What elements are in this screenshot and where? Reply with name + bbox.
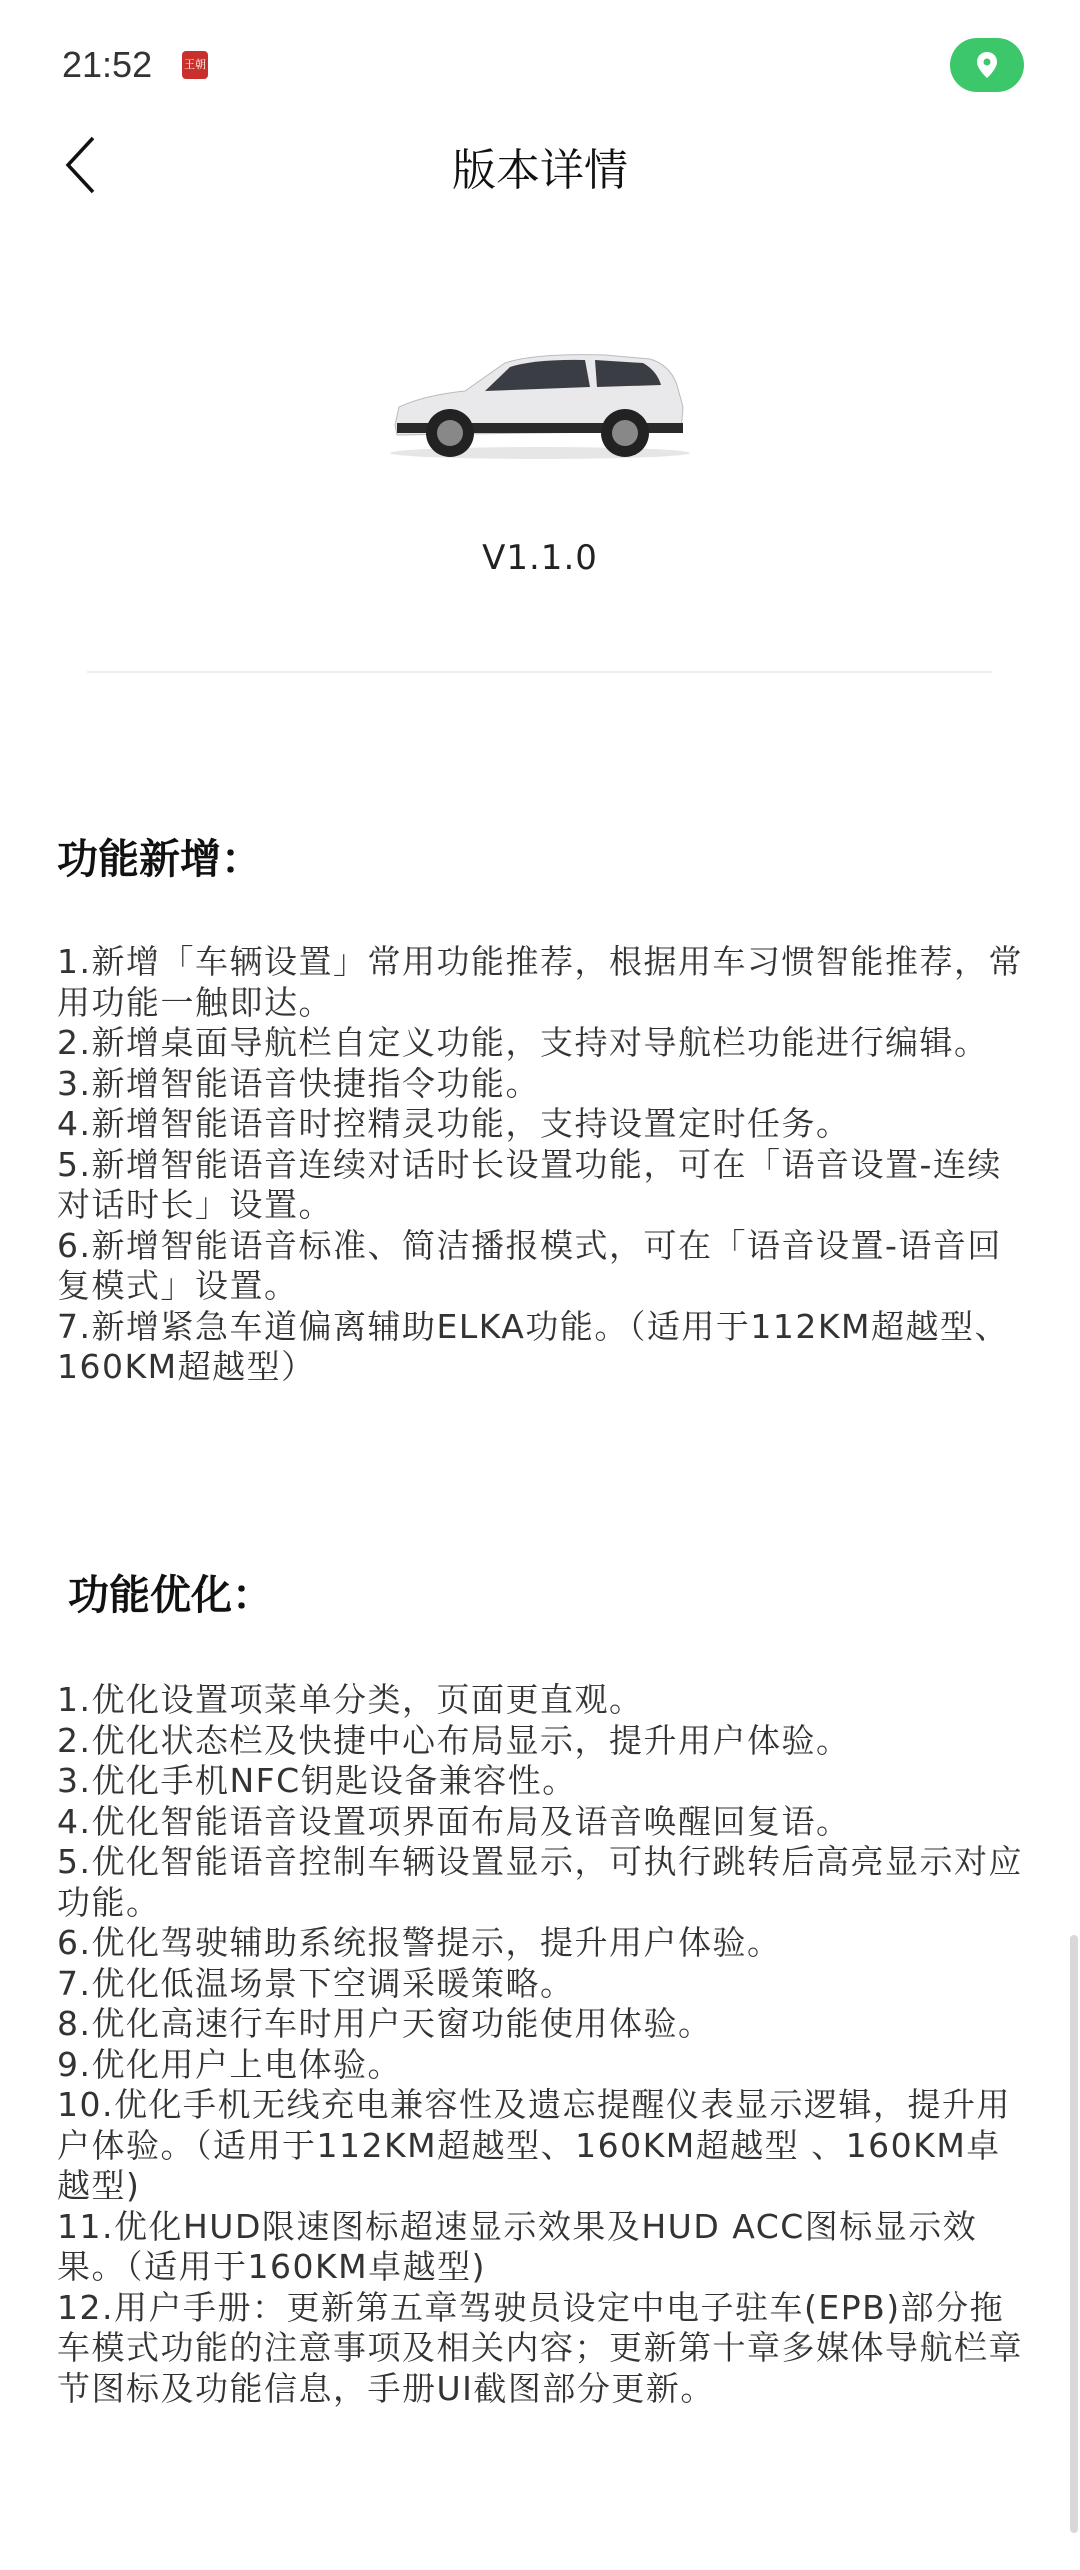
section-heading-new-features: 功能新增： <box>57 835 262 883</box>
divider <box>87 671 992 673</box>
list-item: 2.优化状态栏及快捷中心布局显示，提升用户体验。 <box>57 1720 851 1760</box>
list-item: 12.用户手册：更新第五章驾驶员设定中电子驻车(EPB)部分拖车模式功能的注意事项及相关内容；更新第十章多媒体导航栏章节图标及功能信息，手册UI截图部分更新。 <box>57 2287 1023 2408</box>
list-item: 8.优化高速行车时用户天窗功能使用体验。 <box>57 2004 713 2043</box>
list-item: 3.新增智能语音快捷指令功能。 <box>57 1063 540 1103</box>
list-item: 11.优化HUD限速图标超速显示效果及HUD ACC图标显示效果。（适用于160KM卓越型) <box>57 2206 978 2286</box>
car-image <box>385 345 695 465</box>
section-heading-optimizations: 功能优化： <box>68 1571 273 1619</box>
list-item: 1.优化设置项菜单分类，页面更直观。 <box>57 1680 644 1719</box>
new-features-list <box>57 942 1032 1388</box>
list-item: 3.优化手机NFC钥匙设备兼容性。 <box>57 1761 577 1800</box>
list-item: 9.优化用户上电体验。 <box>57 2044 402 2084</box>
list-item: 7.新增紧急车道偏离辅助ELKA功能。（适用于112KM超越型、160KM超越型） <box>57 1306 1009 1386</box>
list-item: 6.新增智能语音标准、简洁播报模式，可在「语音设置-语音回复模式」设置。 <box>57 1225 1002 1305</box>
list-item: 5.优化智能语音控制车辆设置显示，可执行跳转后高亮显示对应功能。 <box>57 1842 1023 1922</box>
list-item: 6.优化驾驶辅助系统报警提示，提升用户体验。 <box>57 1923 782 1962</box>
list-item: 7.优化低温场景下空调采暖策略。 <box>57 1963 575 2003</box>
status-bar <box>0 0 1080 120</box>
list-item: 10.优化手机无线充电兼容性及遗忘提醒仪表显示逻辑，提升用户体验。（适用于112KM超越型、160KM超越型 、160KM卓越型) <box>57 2085 1011 2205</box>
list-item: 5.新增智能语音连续对话时长设置功能，可在「语音设置-连续对话时长」设置。 <box>57 1144 1002 1224</box>
status-time: 21:52 <box>62 44 153 85</box>
location-indicator[interactable] <box>950 38 1024 92</box>
list-item: 2.新增桌面导航栏自定义功能，支持对导航栏功能进行编辑。 <box>57 1023 989 1062</box>
list-item: 4.优化智能语音设置项界面布局及语音唤醒回复语。 <box>57 1801 851 1841</box>
optimizations-list <box>57 1680 1032 2409</box>
page-title: 版本详情 <box>452 145 628 196</box>
scrollbar[interactable] <box>1070 1935 1078 2533</box>
version-number: V1.1.0 <box>482 538 598 578</box>
list-item: 4.新增智能语音时控精灵功能，支持设置定时任务。 <box>57 1104 851 1143</box>
location-pin-icon <box>975 51 999 79</box>
list-item: 1.新增「车辆设置」常用功能推荐，根据用车习惯智能推荐，常用功能一触即达。 <box>57 942 1023 1022</box>
app-notification-badge: 王朝 <box>182 51 208 79</box>
